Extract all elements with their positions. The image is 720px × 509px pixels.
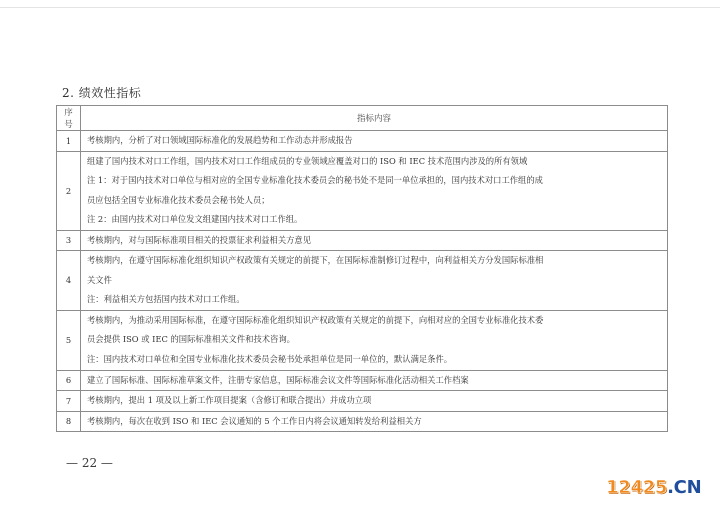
header-serial-number: 序号	[57, 106, 81, 131]
row-number: 7	[57, 391, 81, 412]
table-row	[57, 370, 668, 391]
row-text-line: 考核期内，每次在收到 ISO 和 IEC 会议通知的 5 个工作日内将会议通知转发给利益相关方	[87, 415, 422, 426]
row-note-line: 注：利益相关方包括国内技术对口工作组。	[87, 294, 245, 304]
row-content	[81, 151, 668, 230]
section-title: 2. 绩效性指标	[62, 86, 142, 100]
row-text-line: 考核期内，在遵守国际标准化组织知识产权政策有关规定的前提下，在国际标准制修订过程中，向利益相关方分发国际标准相	[87, 255, 544, 265]
site-watermark	[606, 477, 701, 498]
header-indicator-content: 指标内容	[81, 106, 668, 131]
table-header-row	[57, 106, 668, 131]
row-content	[81, 310, 668, 370]
row-number: 4	[57, 251, 81, 311]
row-text-line: 考核期内，为推动采用国际标准，在遵守国际标准化组织知识产权政策有关规定的前提下，向相对应的全国专业标准化技术委	[87, 314, 544, 325]
row-content	[81, 370, 668, 391]
row-content	[81, 230, 668, 251]
row-number: 2	[57, 151, 81, 230]
row-text-line: 建立了国际标准、国际标准草案文件，注册专家信息，国际标准会议文件等国际标准化活动相关工作档案	[87, 374, 469, 385]
row-number: 3	[57, 230, 81, 251]
page-number: — 22 —	[66, 456, 113, 470]
row-note-line: 注：国内技术对口单位和全国专业标准化技术委员会秘书处承担单位是同一单位的，默认满足条件。	[87, 353, 453, 364]
row-text-line: 考核期内，分析了对口领域国际标准化的发展趋势和工作动态并形成报告	[87, 135, 353, 145]
row-note-line: 注 1：对于国内技术对口单位与相对应的全国专业标准化技术委员会的秘书处不是同一单位承担的，国内技术对口工作组的成	[87, 175, 543, 185]
watermark-tld: CN	[673, 477, 702, 498]
row-number: 5	[57, 310, 81, 370]
row-note-line: 注 2：由国内技术对口单位发文组建国内技术对口工作组。	[87, 214, 303, 224]
row-content	[81, 391, 668, 412]
row-text-line: 组建了国内技术对口工作组，国内技术对口工作组成员的专业领域应覆盖对口的 ISO 和 IEC 技术范围内涉及的所有领域	[87, 155, 528, 166]
row-text-line: 关文件	[87, 274, 112, 285]
row-content	[81, 131, 668, 152]
watermark-dot: .	[667, 477, 674, 498]
table-row	[57, 151, 668, 230]
row-content	[81, 251, 668, 311]
table-row	[57, 391, 668, 412]
row-number: 6	[57, 370, 81, 391]
row-note-line: 员应包括全国专业标准化技术委员会秘书处人员；	[87, 194, 270, 205]
row-text-line: 考核期内，对与国际标准项目相关的投票征求利益相关方意见	[87, 234, 312, 245]
row-text-line: 员会提供 ISO 或 IEC 的国际标准相关文件和技术咨询。	[87, 334, 295, 345]
table-row	[57, 230, 668, 251]
indicator-table	[56, 105, 668, 432]
top-rule	[0, 7, 720, 8]
table-row	[57, 310, 668, 370]
row-content	[81, 411, 668, 432]
row-number: 8	[57, 411, 81, 432]
table-row	[57, 411, 668, 432]
table-row	[57, 251, 668, 311]
watermark-number: 12425	[606, 477, 668, 498]
row-number: 1	[57, 131, 81, 152]
table-row	[57, 131, 668, 152]
row-text-line: 考核期内，提出 1 项及以上新工作项目提案（含修订和联合提出）并成功立项	[87, 395, 372, 405]
